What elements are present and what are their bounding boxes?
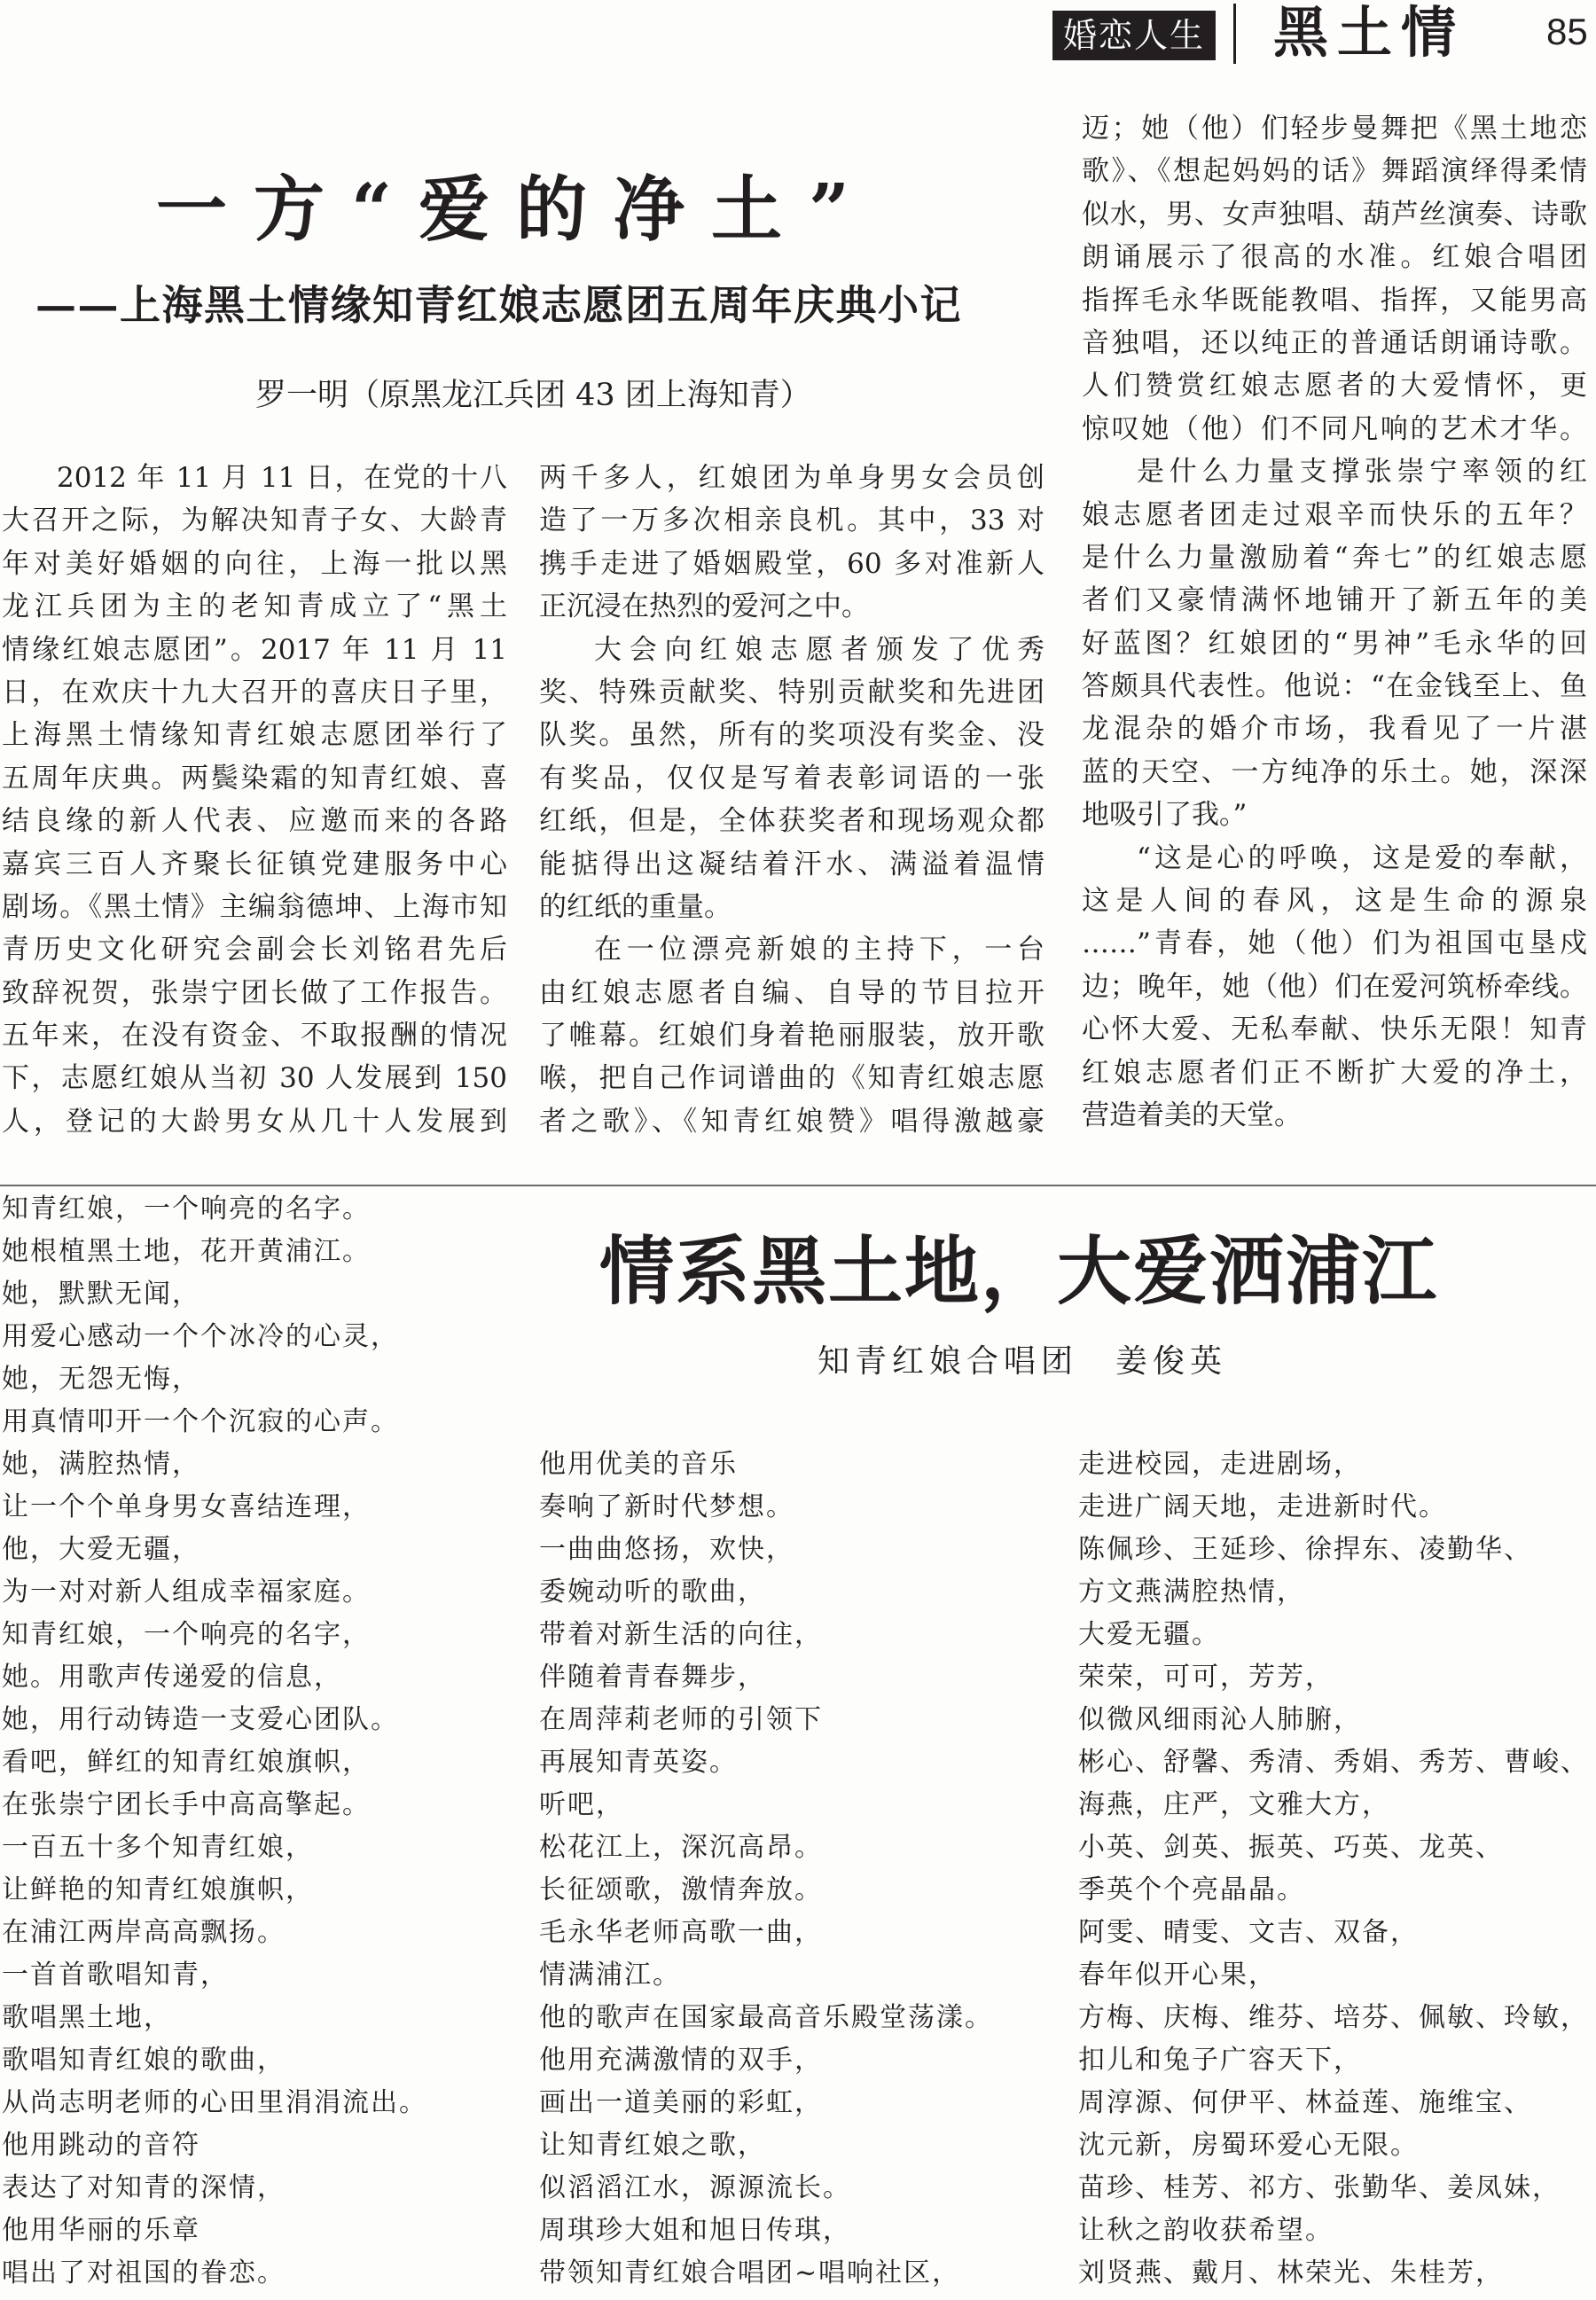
poem-line: 画出一道美丽的彩虹， (539, 2087, 823, 2118)
poem-line: 他用跳动的音符 (2, 2130, 200, 2161)
poem-line: 毛永华老师高歌一曲， (539, 1917, 823, 1948)
poem-line: 周淳源、何伊平、林益莲、施维宝、 (1078, 2087, 1532, 2118)
text-line: 2012 年 11 月 11 日，在党的十八 (57, 462, 507, 494)
poem-line: 他用华丽的乐章 (2, 2215, 200, 2246)
poem-line: 伴随着青春舞步， (539, 1662, 766, 1693)
text-line: 年对美好婚姻的向往，上海一批以黑 (2, 547, 507, 580)
poem-line: 在张崇宁团长手中高高擎起。 (2, 1789, 371, 1820)
poem-line: 阿雯、晴雯、文吉、双备， (1078, 1917, 1419, 1948)
text-line: 喉，把自己作词谱曲的《知青红娘志愿 (539, 1062, 1044, 1095)
poem-line: 委婉动听的歌曲， (539, 1576, 766, 1608)
text-line: 人们赞赏红娘志愿者的大爱情怀，更 (1082, 370, 1587, 403)
text-line: 营造着美的天堂。 (1082, 1099, 1302, 1131)
article-byline: 罗一明（原黑龙江兵团 43 团上海知青） (255, 378, 811, 413)
poem-line: 让秋之韵收获希望。 (1078, 2215, 1334, 2246)
poem-line: 表达了对知青的深情， (2, 2172, 286, 2203)
poem-byline: 知青红娘合唱团 姜俊英 (818, 1343, 1228, 1380)
text-line: 迈；她（他）们轻步曼舞把《黑土地恋 (1082, 113, 1587, 145)
text-line: 红纸，但是，全体获奖者和现场观众都 (539, 805, 1044, 838)
text-line: 指挥毛永华既能教唱、指挥，又能男高 (1082, 284, 1587, 317)
poem-line: 她。用歌声传递爱的信息， (2, 1662, 342, 1693)
section-label: 婚恋人生 (1052, 11, 1216, 60)
poem-line: 唱出了对祖国的眷恋。 (2, 2257, 286, 2288)
poem-line: 松花江上，深沉高昂。 (539, 1832, 823, 1863)
text-line: 队奖。虽然，所有的奖项没有奖金、没 (539, 719, 1044, 752)
poem-line: 彬心、舒馨、秀清、秀娟、秀芳、曹峻、 (1078, 1747, 1589, 1778)
text-line: 奖、特殊贡献奖、特别贡献奖和先进团 (539, 676, 1044, 708)
text-line: 龙江兵团为主的老知青成立了“黑土 (2, 591, 507, 623)
text-line: 龙混杂的婚介市场，我看见了一片湛 (1082, 713, 1587, 746)
poem-line: 方文燕满腔热情， (1078, 1576, 1305, 1608)
poem-line: 刘贤燕、戴月、林荣光、朱桂芳， (1078, 2257, 1504, 2288)
text-line: 能掂得出这凝结着汗水、满溢着温情 (539, 848, 1044, 880)
text-line: 音独唱，还以纯正的普通话朗诵诗歌。 (1082, 326, 1587, 359)
text-line: 红娘志愿者们正不断扩大爱的净土， (1082, 1056, 1587, 1089)
poem-line: 歌唱黑土地， (2, 2002, 172, 2033)
text-line: 是什么力量支撑张崇宁率领的红 (1137, 456, 1587, 489)
poem-line: 她根植黑土地，花开黄浦江。 (2, 1236, 371, 1267)
poem-line: 情满浦江。 (539, 1960, 681, 1991)
text-line: ……”青春，她（他）们为祖国屯垦戍 (1082, 927, 1587, 960)
text-line: 是什么力量激励着“奔七”的红娘志愿 (1082, 541, 1587, 574)
poem-line: 长征颂歌，激情奔放。 (539, 1874, 823, 1905)
poem-line: 听吧， (539, 1789, 624, 1820)
text-line: “这是心的呼唤，这是爱的奉献， (1137, 841, 1587, 874)
poem-line: 似微风细雨沁人肺腑， (1078, 1704, 1362, 1735)
text-line: 剧场。《黑土情》主编翁德坤、上海市知 (2, 890, 507, 923)
text-line: 好蓝图？红娘团的“男神”毛永华的回 (1082, 627, 1587, 660)
text-line: 者之歌》、《知青红娘赞》唱得激越豪 (539, 1105, 1044, 1138)
poem-line: 海燕，庄严，文雅大方， (1078, 1789, 1390, 1820)
poem-line: 沈元新，房蜀环爱心无限。 (1078, 2130, 1419, 2161)
text-line: 这是人间的春风，这是生命的源泉 (1082, 885, 1587, 918)
header-divider (1233, 4, 1236, 64)
poem-line: 为一对对新人组成幸福家庭。 (2, 1576, 371, 1608)
text-line: 由红娘志愿者自编、自导的节目拉开 (539, 976, 1044, 1009)
text-line: 致辞祝贺，张崇宁团长做了工作报告。 (2, 976, 507, 1009)
text-line: 嘉宾三百人齐聚长征镇党建服务中心 (2, 848, 507, 880)
poem-line: 似滔滔江水，源源流长。 (539, 2172, 851, 2203)
text-line: 歌》、《想起妈妈的话》舞蹈演绎得柔情 (1082, 155, 1587, 188)
poem-line: 大爱无疆。 (1078, 1619, 1220, 1650)
poem-line: 奏响了新时代梦想。 (539, 1491, 794, 1522)
poem-line: 方梅、庆梅、维芬、培芬、佩敏、玲敏， (1078, 2002, 1589, 2033)
text-line: 大会向红娘志愿者颁发了优秀 (594, 633, 1044, 666)
text-line: 边；晚年，她（他）们在爱河筑桥牵线。 (1082, 970, 1587, 1003)
text-line: 地吸引了我。” (1082, 799, 1248, 832)
text-line: 似水，男、女声独唱、葫芦丝演奏、诗歌 (1082, 198, 1587, 231)
poem-line: 她，默默无闻， (2, 1279, 200, 1310)
poem-line: 用爱心感动一个个冰冷的心灵， (2, 1321, 399, 1352)
page-number: 85 (1546, 11, 1588, 52)
poem-line: 走进校园，走进剧场， (1078, 1449, 1362, 1480)
article-column-3 (1082, 107, 1587, 1137)
text-line: 五周年庆典。两鬓染霜的知青红娘、喜 (2, 762, 507, 794)
text-line: 青历史文化研究会副会长刘铭君先后 (2, 934, 507, 966)
text-line: 惊叹她（他）们不同凡响的艺术才华。 (1082, 412, 1587, 445)
text-line: 了帷幕。红娘们身着艳丽服装，放开歌 (539, 1020, 1044, 1052)
poem-line: 她，无怨无悔， (2, 1364, 200, 1395)
poem-line: 春年似开心果， (1078, 1960, 1277, 1991)
poem-line: 在浦江两岸高高飘扬。 (2, 1917, 286, 1948)
poem-title: 情系黑土地，大爱洒浦江 (599, 1227, 1439, 1315)
text-line: 携手走进了婚姻殿堂，60 多对准新人 (539, 547, 1044, 580)
article-column-2 (539, 457, 1044, 1143)
text-line: 日，在欢庆十九大召开的喜庆日子里， (2, 676, 507, 708)
poem-column-1 (2, 1188, 427, 2295)
text-line: 蓝的天空、一方纯净的乐土。她，深深 (1082, 755, 1587, 788)
text-line: 上海黑土情缘知青红娘志愿团举行了 (2, 719, 507, 752)
poem-line: 他用优美的音乐 (539, 1449, 738, 1480)
poem-line: 走进广阔天地，走进新时代。 (1078, 1491, 1447, 1522)
text-line: 答颇具代表性。他说：“在金钱至上、鱼 (1082, 670, 1587, 703)
poem-line: 带着对新生活的向往， (539, 1619, 823, 1650)
poem-line: 在周萍莉老师的引领下 (539, 1704, 823, 1735)
poem-line: 他，大爱无疆， (2, 1534, 200, 1565)
poem-line: 一曲曲悠扬，欢快， (539, 1534, 794, 1565)
poem-line: 他用充满激情的双手， (539, 2045, 823, 2076)
poem-line: 带领知青红娘合唱团~唱响社区， (539, 2257, 961, 2288)
poem-line: 看吧，鲜红的知青红娘旗帜， (2, 1747, 371, 1778)
text-line: 下，志愿红娘从当初 30 人发展到 150 (2, 1062, 507, 1095)
poem-line: 苗珍、桂芳、祁方、张勤华、姜凤妹， (1078, 2172, 1561, 2203)
poem-line: 小英、剑英、振英、巧英、龙英、 (1078, 1832, 1504, 1863)
poem-line: 让知青红娘之歌， (539, 2130, 766, 2161)
section-divider (0, 1185, 1596, 1186)
text-line: 正沉浸在热烈的爱河之中。 (539, 591, 869, 623)
text-line: 者们又豪情满怀地铺开了新五年的美 (1082, 584, 1587, 617)
poem-line: 周琪珍大姐和旭日传琪， (539, 2215, 851, 2246)
article-title: 一方“爱的净土” (156, 168, 877, 251)
poem-line: 她，满腔热情， (2, 1449, 200, 1480)
poem-line: 陈佩珍、王延珍、徐捍东、凌勤华、 (1078, 1534, 1532, 1565)
text-line: 在一位漂亮新娘的主持下，一台 (594, 934, 1044, 966)
magazine-logo: 黑土情 (1273, 0, 1466, 65)
poem-line: 知青红娘，一个响亮的名字。 (2, 1193, 371, 1224)
poem-line: 一首首歌唱知青， (2, 1960, 229, 1991)
poem-column-2 (539, 1443, 993, 2295)
text-line: 有奖品，仅仅是写着表彰词语的一张 (539, 762, 1044, 794)
poem-line: 荣荣，可可，芳芳， (1078, 1662, 1334, 1693)
poem-line: 歌唱知青红娘的歌曲， (2, 2045, 286, 2076)
poem-line: 知青红娘，一个响亮的名字， (2, 1619, 371, 1650)
article-column-1 (2, 457, 507, 1143)
text-line: 两千多人，红娘团为单身男女会员创 (539, 462, 1044, 494)
poem-line: 让一个个单身男女喜结连理， (2, 1491, 371, 1522)
poem-line: 再展知青英姿。 (539, 1747, 738, 1778)
text-line: 五年来，在没有资金、不取报酬的情况 (2, 1020, 507, 1052)
text-line: 造了一万多次相亲良机。其中，33 对 (539, 505, 1044, 537)
poem-line: 让鲜艳的知青红娘旗帜， (2, 1874, 314, 1905)
poem-line: 扣儿和兔子广容天下， (1078, 2045, 1362, 2076)
text-line: 朗诵展示了很高的水准。红娘合唱团 (1082, 241, 1587, 274)
article-subtitle: ——上海黑土情缘知青红娘志愿团五周年庆典小记 (35, 281, 962, 329)
poem-line: 季英个个亮晶晶。 (1078, 1874, 1305, 1905)
poem-line: 从尚志明老师的心田里涓涓流出。 (2, 2087, 427, 2118)
poem-line: 一百五十多个知青红娘， (2, 1832, 314, 1863)
poem-line: 他的歌声在国家最高音乐殿堂荡漾。 (539, 2002, 993, 2033)
text-line: 心怀大爱、无私奉献、快乐无限！知青 (1082, 1013, 1587, 1046)
text-line: 情缘红娘志愿团”。2017 年 11 月 11 (2, 633, 507, 666)
text-line: 的红纸的重量。 (539, 890, 732, 923)
poem-line: 用真情叩开一个个沉寂的心声。 (2, 1406, 399, 1437)
poem-line: 她，用行动铸造一支爱心团队。 (2, 1704, 399, 1735)
text-line: 人，登记的大龄男女从几十人发展到 (2, 1105, 507, 1138)
poem-column-3 (1078, 1443, 1589, 2295)
text-line: 娘志愿者团走过艰辛而快乐的五年？ (1082, 498, 1587, 531)
text-line: 结良缘的新人代表、应邀而来的各路 (2, 805, 507, 838)
text-line: 大召开之际，为解决知青子女、大龄青 (2, 505, 507, 537)
